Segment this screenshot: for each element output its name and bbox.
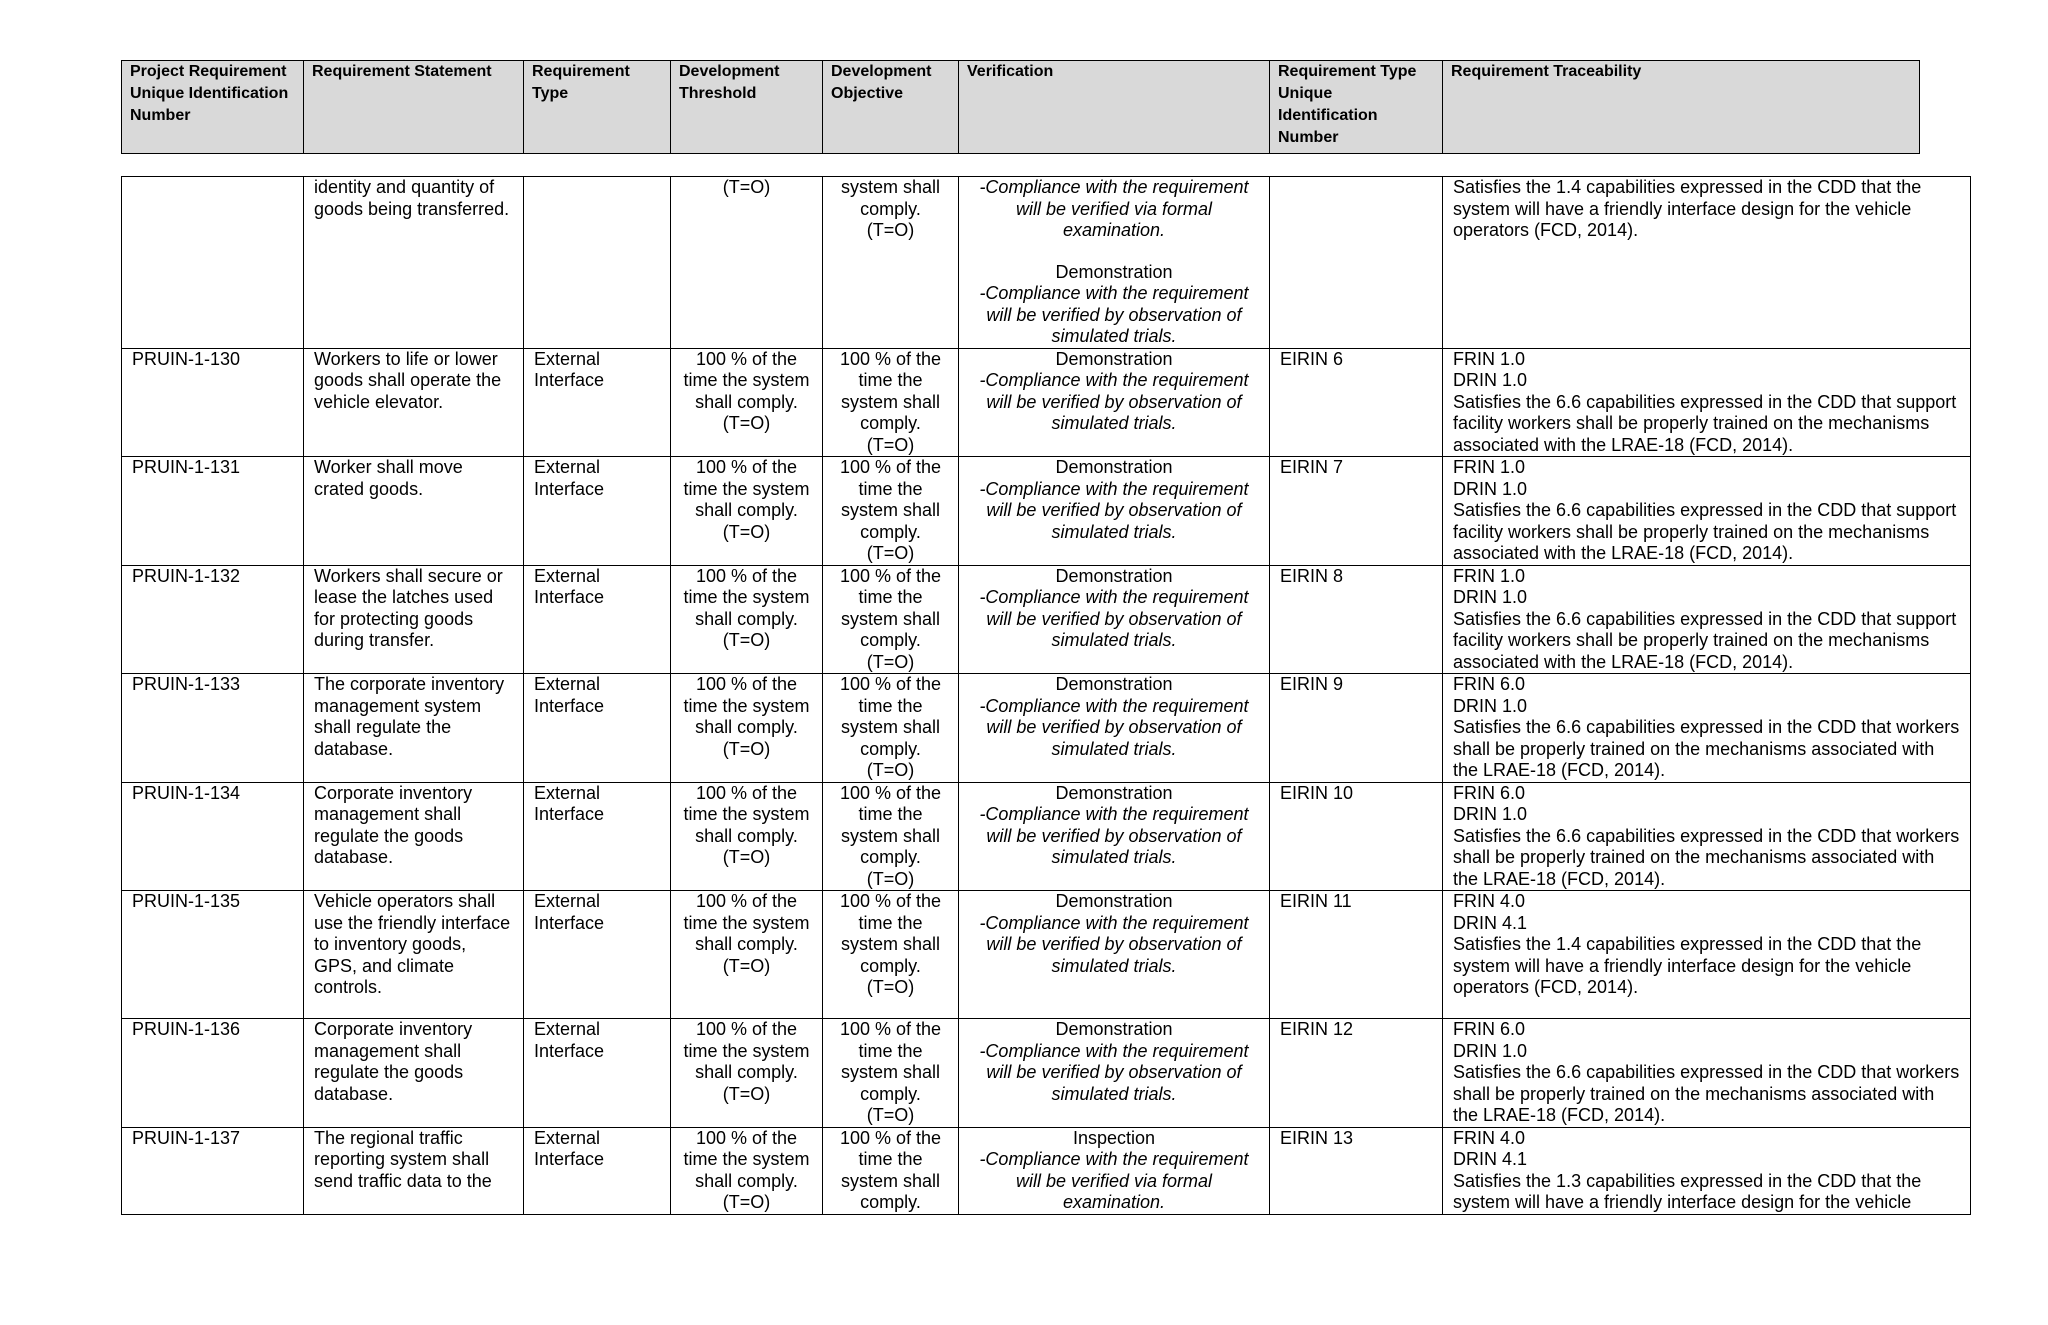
cell-statement: The regional traffic reporting system shall send traffic data to the: [304, 1127, 524, 1214]
verification-method: Demonstration: [1055, 674, 1173, 694]
verification-compliance: -Compliance with the requirement will be verified by observation of simulated trials.: [979, 804, 1249, 867]
cell-objective: 100 % of the time the system shall comply. (T=O): [823, 1019, 959, 1128]
table-row: [122, 177, 1971, 349]
cell-type: External Interface: [524, 565, 671, 674]
cell-verification: [959, 891, 1270, 1019]
header-type: Requirement Type: [524, 61, 671, 154]
verification-method: Demonstration: [1055, 565, 1173, 586]
verification-method: Demonstration: [1055, 348, 1173, 369]
cell-statement: identity and quantity of goods being transferred.: [304, 177, 524, 349]
verification-compliance: -Compliance with the requirement will be verified via formal examination.: [979, 177, 1249, 240]
table-row: [122, 348, 1971, 457]
table-row: [122, 565, 1971, 674]
verification-method: Demonstration: [1055, 457, 1173, 477]
cell-id: PRUIN-1-130: [122, 348, 304, 457]
cell-objective: 100 % of the time the system shall comply. (T=O): [823, 348, 959, 457]
cell-type-id: [1270, 177, 1443, 349]
cell-threshold: 100 % of the time the system shall comply. (T=O): [671, 891, 823, 1019]
cell-type: External Interface: [524, 782, 671, 891]
verification-gap: [969, 242, 1259, 262]
requirements-table: [121, 176, 1971, 1215]
cell-type-id: EIRIN 9: [1270, 674, 1443, 783]
cell-threshold: 100 % of the time the system shall comply. (T=O): [671, 457, 823, 566]
cell-traceability: FRIN 1.0 DRIN 1.0 Satisfies the 6.6 capabilities expressed in the CDD that support facility workers shall be properly trained on the mechanisms associated with the LRAE-18 (FCD, 2014).: [1443, 565, 1971, 674]
cell-type-id: EIRIN 10: [1270, 782, 1443, 891]
cell-id: PRUIN-1-132: [122, 565, 304, 674]
cell-threshold: (T=O): [671, 177, 823, 349]
cell-statement: Vehicle operators shall use the friendly interface to inventory goods, GPS, and climate controls.: [304, 891, 524, 1019]
cell-threshold: 100 % of the time the system shall comply. (T=O): [671, 674, 823, 783]
verification-compliance: -Compliance with the requirement will be verified by observation of simulated trials.: [979, 283, 1249, 346]
header-row: [122, 61, 1920, 154]
header-objective: Development Objective: [823, 61, 959, 154]
table-row: [122, 457, 1971, 566]
cell-objective: 100 % of the time the system shall comply. (T=O): [823, 891, 959, 1019]
header-type-id: Requirement Type Unique Identification Number: [1270, 61, 1443, 154]
cell-verification: [959, 348, 1270, 457]
cell-id: PRUIN-1-134: [122, 782, 304, 891]
verification-method: Demonstration: [1055, 891, 1173, 911]
cell-verification: [959, 565, 1270, 674]
cell-traceability: FRIN 4.0 DRIN 4.1 Satisfies the 1.4 capabilities expressed in the CDD that the system will have a friendly interface design for the vehicle operators (FCD, 2014).: [1443, 891, 1971, 1019]
cell-id: PRUIN-1-137: [122, 1127, 304, 1214]
cell-objective: 100 % of the time the system shall comply. (T=O): [823, 782, 959, 891]
cell-type: External Interface: [524, 891, 671, 1019]
cell-id: PRUIN-1-131: [122, 457, 304, 566]
cell-type-id: EIRIN 6: [1270, 348, 1443, 457]
cell-objective: 100 % of the time the system shall comply.: [823, 1127, 959, 1214]
table-row: [122, 782, 1971, 891]
cell-statement: Workers to life or lower goods shall operate the vehicle elevator.: [304, 348, 524, 457]
cell-statement: The corporate inventory management system shall regulate the database.: [304, 674, 524, 783]
cell-type: External Interface: [524, 1019, 671, 1128]
verification-compliance: -Compliance with the requirement will be verified by observation of simulated trials.: [979, 1040, 1249, 1104]
cell-id: PRUIN-1-136: [122, 1019, 304, 1128]
verification-method: Inspection: [1072, 1127, 1156, 1148]
cell-traceability: FRIN 6.0 DRIN 1.0 Satisfies the 6.6 capabilities expressed in the CDD that workers shall be properly trained on the mechanisms associated with the LRAE-18 (FCD, 2014).: [1443, 782, 1971, 891]
verification-compliance: -Compliance with the requirement will be verified by observation of simulated trials.: [979, 478, 1249, 542]
cell-type-id: EIRIN 7: [1270, 457, 1443, 566]
header-threshold: Development Threshold: [671, 61, 823, 154]
cell-traceability: FRIN 6.0 DRIN 1.0 Satisfies the 6.6 capabilities expressed in the CDD that workers shall be properly trained on the mechanisms associated with the LRAE-18 (FCD, 2014).: [1443, 674, 1971, 783]
cell-type: External Interface: [524, 457, 671, 566]
cell-verification: [959, 457, 1270, 566]
cell-verification: [959, 177, 1270, 349]
cell-objective: 100 % of the time the system shall comply. (T=O): [823, 674, 959, 783]
cell-objective: system shall comply. (T=O): [823, 177, 959, 349]
cell-type: External Interface: [524, 674, 671, 783]
verification-method: Demonstration: [1055, 782, 1173, 803]
verification-compliance: -Compliance with the requirement will be verified by observation of simulated trials.: [979, 370, 1249, 433]
cell-type: External Interface: [524, 1127, 671, 1214]
verification-method: Demonstration: [1055, 261, 1173, 282]
requirements-header-table: [121, 60, 1920, 154]
header-verification: Verification: [959, 61, 1270, 154]
cell-traceability: FRIN 4.0 DRIN 4.1 Satisfies the 1.3 capabilities expressed in the CDD that the system will have a friendly interface design for the vehicle: [1443, 1127, 1971, 1214]
cell-threshold: 100 % of the time the system shall comply. (T=O): [671, 565, 823, 674]
cell-threshold: 100 % of the time the system shall comply. (T=O): [671, 1127, 823, 1214]
cell-type-id: EIRIN 8: [1270, 565, 1443, 674]
cell-statement: Workers shall secure or lease the latches used for protecting goods during transfer.: [304, 565, 524, 674]
verification-compliance: -Compliance with the requirement will be verified by observation of simulated trials.: [979, 912, 1249, 976]
verification-compliance: -Compliance with the requirement will be verified by observation of simulated trials.: [979, 695, 1249, 759]
table-row: [122, 891, 1971, 1019]
cell-objective: 100 % of the time the system shall comply. (T=O): [823, 457, 959, 566]
cell-objective: 100 % of the time the system shall comply. (T=O): [823, 565, 959, 674]
table-row: [122, 1127, 1971, 1214]
header-statement: Requirement Statement: [304, 61, 524, 154]
cell-traceability: FRIN 1.0 DRIN 1.0 Satisfies the 6.6 capabilities expressed in the CDD that support facility workers shall be properly trained on the mechanisms associated with the LRAE-18 (FCD, 2014).: [1443, 457, 1971, 566]
cell-traceability: FRIN 6.0 DRIN 1.0 Satisfies the 6.6 capabilities expressed in the CDD that workers shall be properly trained on the mechanisms associated with the LRAE-18 (FCD, 2014).: [1443, 1019, 1971, 1128]
cell-id: PRUIN-1-133: [122, 674, 304, 783]
cell-id: [122, 177, 304, 349]
cell-type-id: EIRIN 11: [1270, 891, 1443, 1019]
cell-threshold: 100 % of the time the system shall comply. (T=O): [671, 1019, 823, 1128]
verification-compliance: -Compliance with the requirement will be verified by observation of simulated trials.: [979, 587, 1249, 650]
cell-verification: [959, 1019, 1270, 1128]
cell-verification: [959, 1127, 1270, 1214]
cell-id: PRUIN-1-135: [122, 891, 304, 1019]
header-id: Project Requirement Unique Identification Number: [122, 61, 304, 154]
cell-type-id: EIRIN 13: [1270, 1127, 1443, 1214]
cell-statement: Corporate inventory management shall regulate the goods database.: [304, 1019, 524, 1128]
cell-threshold: 100 % of the time the system shall comply. (T=O): [671, 348, 823, 457]
table-row: [122, 1019, 1971, 1128]
cell-statement: Corporate inventory management shall regulate the goods database.: [304, 782, 524, 891]
cell-verification: [959, 782, 1270, 891]
verification-method: Demonstration: [1055, 1019, 1173, 1039]
header-traceability: Requirement Traceability: [1443, 61, 1920, 154]
cell-traceability: Satisfies the 1.4 capabilities expressed in the CDD that the system will have a friendly interface design for the vehicle operators (FCD, 2014).: [1443, 177, 1971, 349]
cell-verification: [959, 674, 1270, 783]
cell-statement: Worker shall move crated goods.: [304, 457, 524, 566]
table-row: [122, 674, 1971, 783]
cell-traceability: FRIN 1.0 DRIN 1.0 Satisfies the 6.6 capabilities expressed in the CDD that support facility workers shall be properly trained on the mechanisms associated with the LRAE-18 (FCD, 2014).: [1443, 348, 1971, 457]
verification-compliance: -Compliance with the requirement will be verified via formal examination.: [979, 1149, 1249, 1212]
cell-type-id: EIRIN 12: [1270, 1019, 1443, 1128]
cell-type: External Interface: [524, 348, 671, 457]
cell-type: [524, 177, 671, 349]
cell-threshold: 100 % of the time the system shall comply. (T=O): [671, 782, 823, 891]
